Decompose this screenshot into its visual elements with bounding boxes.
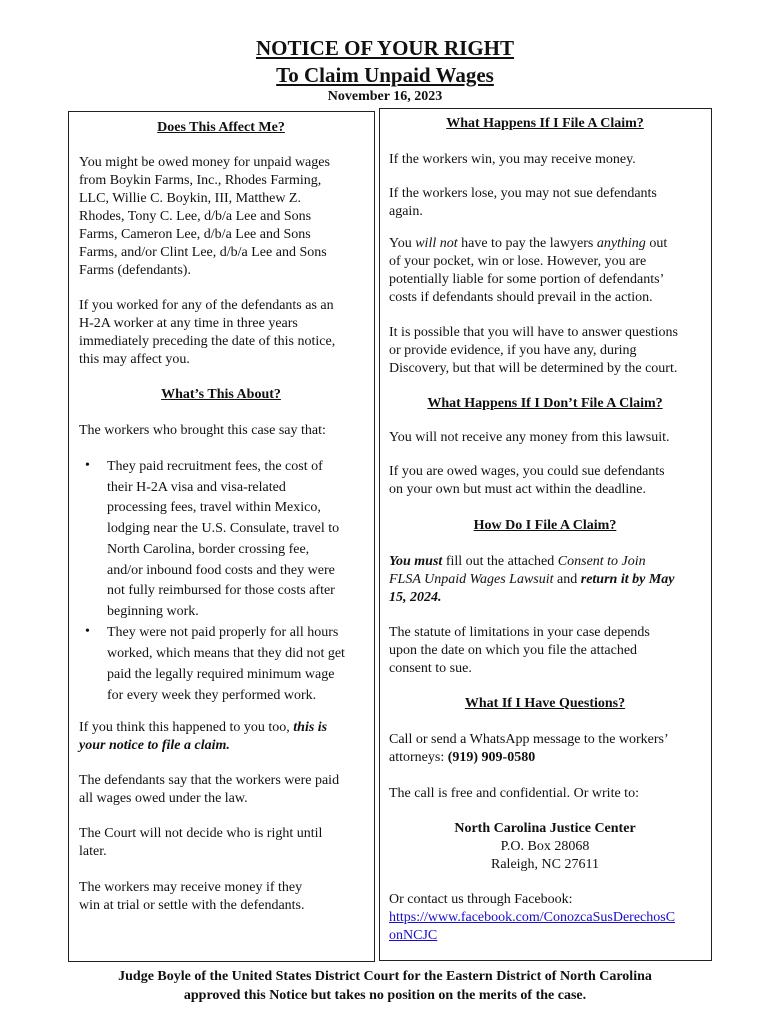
notice-subtitle: To Claim Unpaid Wages: [276, 63, 494, 87]
notice-date: November 16, 2023: [327, 89, 443, 104]
heading-dont-file-claim: What Happens If I Don’t File A Claim?: [427, 396, 663, 411]
right-column: What Happens If I File A Claim? If the workers win, you may receive money. If the workers lose, you may not sue defendants again. You will not have to pay the lawyers anything out of your pocket, win or lose. However, you are potentially liable for some portion of defendants’ costs if defendants should prevail in the action. It is possible that you will have to answer questions or provide evidence, if you have any, during Discovery, but that will be determined by the court. What Happens If I Don’t File A Claim? You will not receive any money from this lawsuit. If you are owed wages, you could sue defendants on your own but must act within the deadline. How Do I File A Claim? You must fill out the attached Consent to Join FLSA Unpaid Wages Lawsuit and return it by May 15, 2024. The statute of limitations in your case depends upon the date on which you file the attached consent to sue. What If I Have Questions? Call or send a WhatsApp message to the workers’ attorneys: (919) 909-0580 The call is free and confidential. Or write to: North Carolina Justice Center P.O. Box 28068 Raleigh, NC 27611 Or contact us through Facebook: https://www.facebook.com/ConozcaSusDerechosC onNCJC: [379, 108, 712, 961]
heading-file-claim: What Happens If I File A Claim?: [446, 116, 644, 131]
paragraph-workers-say: The workers who brought this case say that:: [79, 423, 326, 438]
heading-does-this-affect-me: Does This Affect Me?: [157, 120, 285, 135]
notice-title: NOTICE OF YOUR RIGHT: [255, 36, 515, 60]
paragraph-free-confidential: The call is free and confidential. Or write to:: [389, 786, 639, 801]
paragraph-no-money: You will not receive any money from this lawsuit.: [389, 430, 670, 445]
bullet-dot: •: [85, 458, 90, 473]
footer-approval-line1: Judge Boyle of the United States District Court for the Eastern District of North Carolina: [118, 969, 652, 984]
phone-number[interactable]: (919) 909-0580: [447, 750, 536, 765]
paragraph-facebook: Or contact us through Facebook:: [389, 892, 573, 907]
heading-questions: What If I Have Questions?: [464, 696, 626, 711]
address-city: Raleigh, NC 27611: [491, 857, 599, 872]
heading-how-file-claim: How Do I File A Claim?: [473, 518, 617, 533]
footer-approval-line2: approved this Notice but takes no position on the merits of the case.: [183, 988, 587, 1003]
heading-whats-this-about: What’s This About?: [161, 387, 281, 402]
address-po-box: P.O. Box 28068: [500, 839, 590, 854]
bullet-dot: •: [85, 624, 90, 639]
org-name: North Carolina Justice Center: [454, 821, 636, 836]
paragraph-workers-win: If the workers win, you may receive money.: [389, 152, 636, 167]
left-column: Does This Affect Me? You might be owed money for unpaid wages from Boykin Farms, Inc., Rhodes Farming, LLC, Willie C. Boykin, III, Matthew Z. Rhodes, Tony C. Lee, d/b/a Lee and Sons Farms, Cameron Lee, d/b/a Lee and Sons Farms, and/or Clint Lee, d/b/a Lee and Sons Farms (defendants). If you worked for any of the defendants as an H-2A worker at any time in three years immediately preceding the date of this notice, this may affect you. What’s This About? The workers who brought this case say that: • They paid recruitment fees, the cost of their H-2A visa and visa-related processing fees, travel within Mexico, lodging near the U.S. Consulate, travel to North Carolina, border crossing fee, and/or inbound food costs and they were not fully reimbursed for those costs after beginning work. • They were not paid properly for all hours worked, which means that they did not get paid the legally required minimum wage for every week they performed work. If you think this happened to you too, this is your notice to file a claim. The defendants say that the workers were paid all wages owed under the law. The Court will not decide who is right until later. The workers may receive money if they win at trial or settle with the defendants.: [68, 111, 375, 962]
